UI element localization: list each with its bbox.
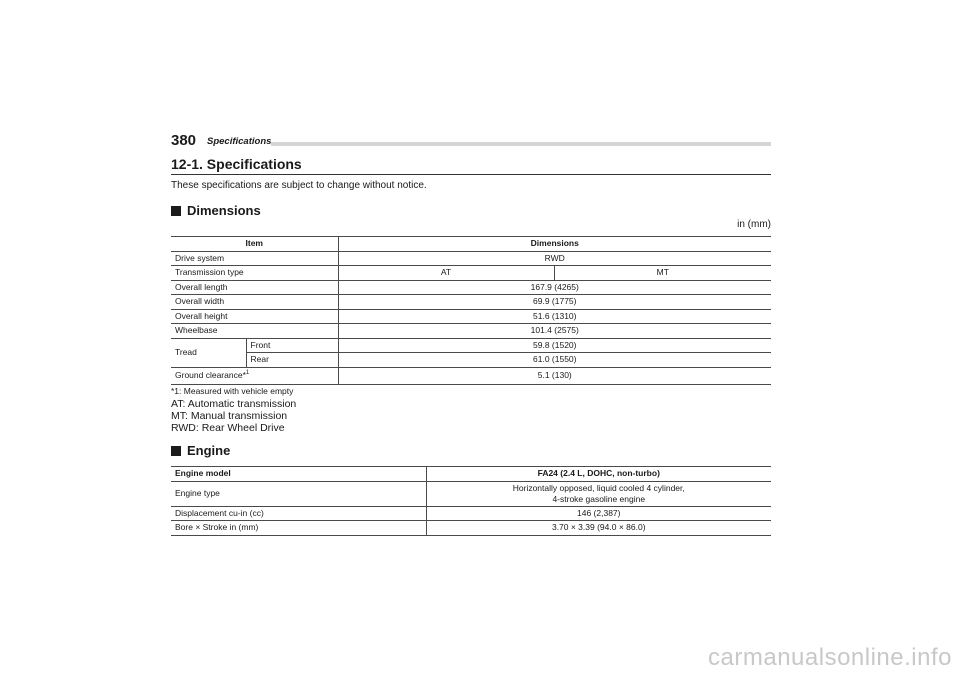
row-value: 167.9 (4265) bbox=[338, 280, 771, 295]
abbreviation-rwd: RWD: Rear Wheel Drive bbox=[171, 422, 285, 434]
tread-front-value: 59.8 (1520) bbox=[338, 338, 771, 353]
row-label: Drive system bbox=[171, 251, 338, 266]
square-bullet-icon bbox=[171, 206, 181, 216]
engine-heading bbox=[171, 443, 230, 458]
row-value: 69.9 (1775) bbox=[338, 295, 771, 310]
row-value: 5.1 (130) bbox=[338, 367, 771, 384]
abbreviation-at: AT: Automatic transmission bbox=[171, 398, 297, 410]
intro-text: These specifications are subject to change without notice. bbox=[171, 180, 427, 191]
row-value: 3.70 × 3.39 (94.0 × 86.0) bbox=[426, 521, 771, 536]
footnote-marker: 1 bbox=[245, 370, 250, 377]
row-label: Overall length bbox=[171, 280, 338, 295]
table-row bbox=[171, 295, 771, 310]
table-row bbox=[171, 324, 771, 339]
table-row bbox=[171, 251, 771, 266]
row-label bbox=[171, 367, 338, 384]
square-bullet-icon bbox=[171, 446, 181, 456]
dimensions-heading-text: Dimensions bbox=[187, 203, 261, 218]
row-label: Wheelbase bbox=[171, 324, 338, 339]
table-row bbox=[171, 521, 771, 536]
row-label: Overall width bbox=[171, 295, 338, 310]
table-header-row bbox=[171, 237, 771, 252]
column-header-dimensions: Dimensions bbox=[338, 237, 771, 252]
row-value: 101.4 (2575) bbox=[338, 324, 771, 339]
abbreviation-mt: MT: Manual transmission bbox=[171, 410, 288, 422]
table-row bbox=[171, 353, 771, 368]
transmission-mt: MT bbox=[554, 266, 771, 281]
page-number: 380 bbox=[171, 132, 197, 149]
engine-heading-text: Engine bbox=[187, 443, 231, 458]
table-row bbox=[171, 280, 771, 295]
watermark: carmanualsonline.info bbox=[708, 644, 952, 671]
table-row bbox=[171, 309, 771, 324]
engine-table bbox=[171, 466, 771, 536]
row-label: Engine model bbox=[171, 467, 426, 482]
row-value: 51.6 (1310) bbox=[338, 309, 771, 324]
table-row bbox=[171, 506, 771, 521]
ground-clearance-label: Ground clearance* bbox=[175, 370, 246, 380]
tread-front-label: Front bbox=[246, 338, 338, 353]
page-header bbox=[171, 132, 771, 152]
units-label: in (mm) bbox=[737, 219, 771, 230]
row-value: FA24 (2.4 L, DOHC, non-turbo) bbox=[426, 467, 771, 482]
row-value: RWD bbox=[338, 251, 771, 266]
tread-rear-label: Rear bbox=[246, 353, 338, 368]
row-value: 146 (2,387) bbox=[426, 506, 771, 521]
row-label: Bore × Stroke in (mm) bbox=[171, 521, 426, 536]
table-row bbox=[171, 367, 771, 384]
table-row bbox=[171, 338, 771, 353]
dimensions-heading bbox=[171, 203, 261, 218]
row-label: Transmission type bbox=[171, 266, 338, 281]
chapter-title: 12-1. Specifications bbox=[171, 156, 302, 172]
engine-type-line-2: 4-stroke gasoline engine bbox=[552, 493, 646, 504]
footnote: *1: Measured with vehicle empty bbox=[171, 386, 294, 396]
table-row bbox=[171, 481, 771, 506]
row-label: Overall height bbox=[171, 309, 338, 324]
header-rule bbox=[271, 142, 771, 146]
row-value bbox=[426, 481, 771, 506]
row-label: Engine type bbox=[171, 481, 426, 506]
chapter-rule bbox=[171, 174, 771, 175]
tread-rear-value: 61.0 (1550) bbox=[338, 353, 771, 368]
table-row bbox=[171, 266, 771, 281]
dimensions-table bbox=[171, 236, 771, 385]
row-label: Tread bbox=[171, 338, 246, 367]
column-header-item: Item bbox=[171, 237, 338, 252]
transmission-at: AT bbox=[338, 266, 554, 281]
table-row bbox=[171, 467, 771, 482]
row-label: Displacement cu-in (cc) bbox=[171, 506, 426, 521]
section-name: Specifications bbox=[207, 136, 272, 147]
engine-type-line-1: Horizontally opposed, liquid cooled 4 cylinder, bbox=[512, 482, 685, 493]
